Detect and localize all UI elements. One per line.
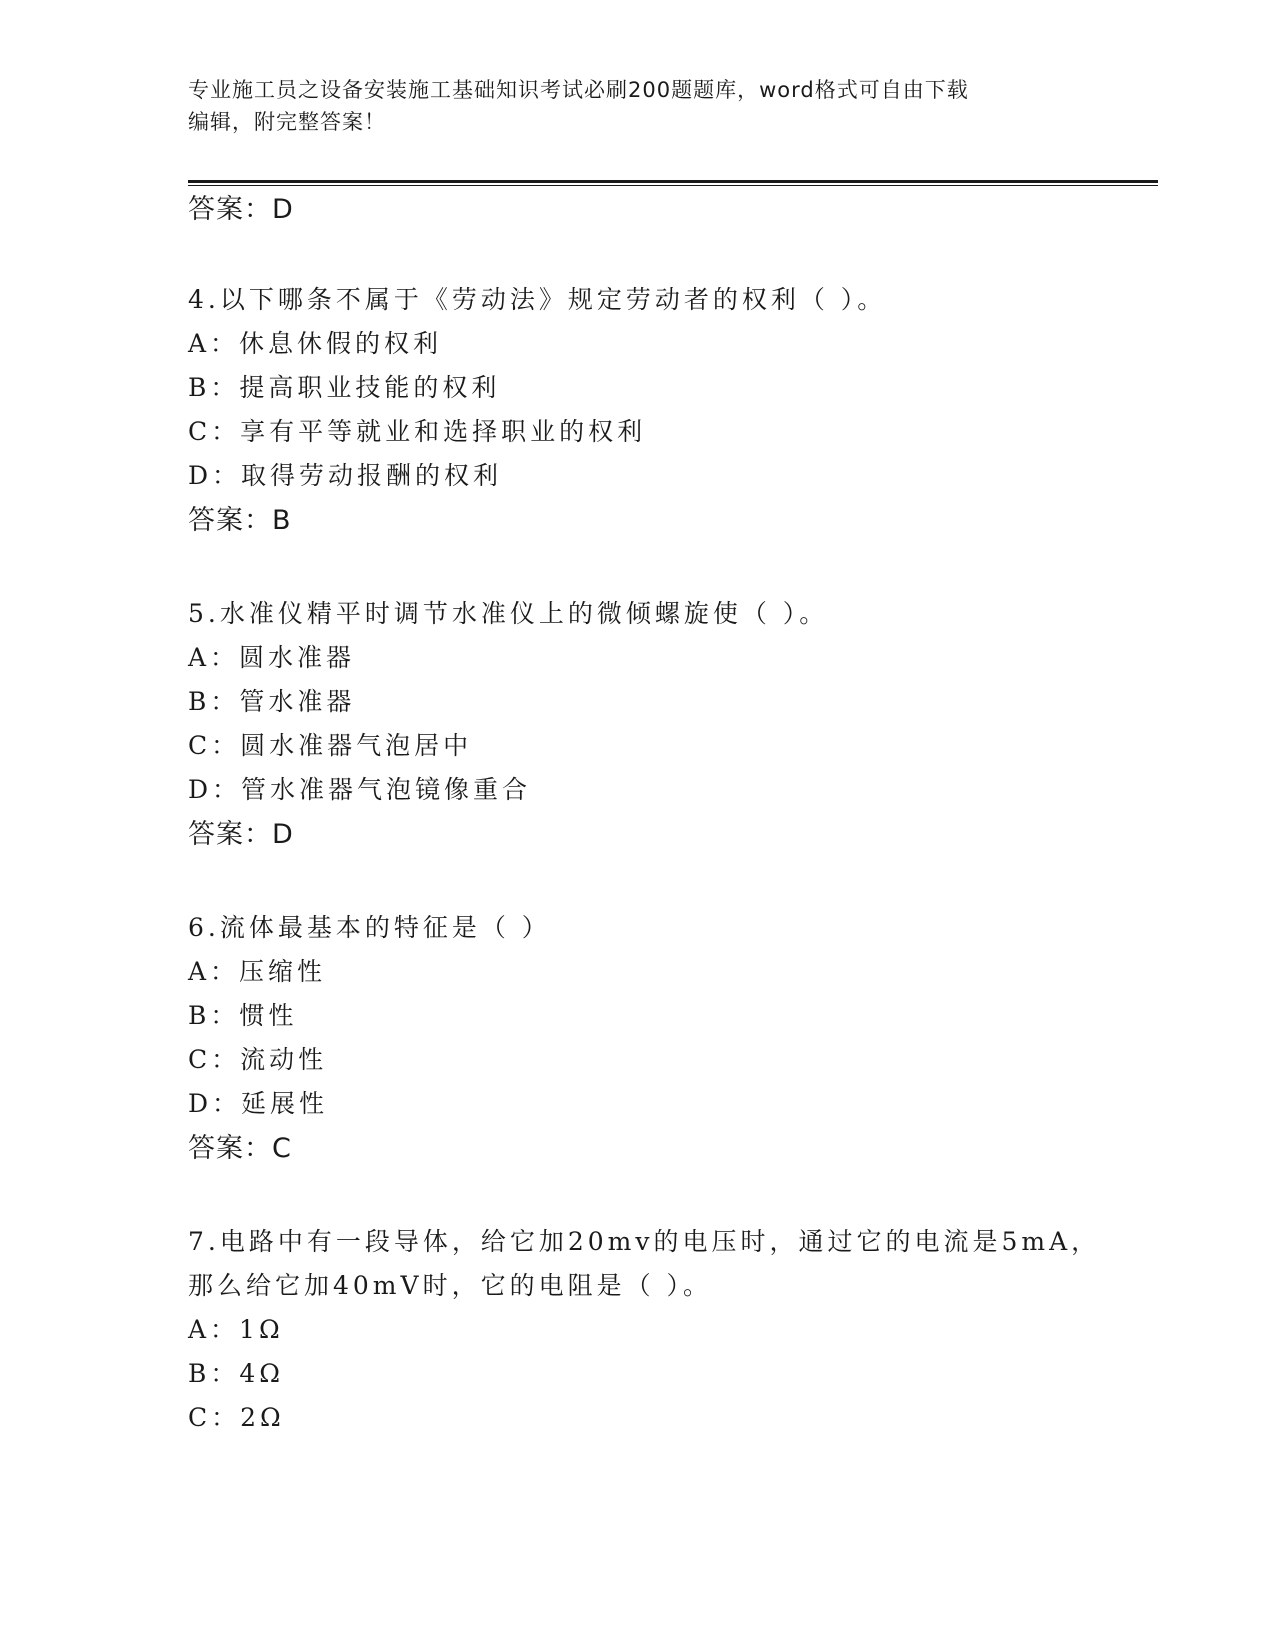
question-6-option-c: C：流动性 (188, 1045, 328, 1074)
question-7-option-a: A：1Ω (188, 1315, 284, 1344)
question-4-stem: 4.以下哪条不属于《劳动法》规定劳动者的权利（ ）。 (188, 285, 887, 314)
header-line-2: 编辑，附完整答案！ (188, 110, 386, 134)
question-7-stem-line-2: 那么给它加40mV时，它的电阻是（ ）。 (188, 1271, 713, 1300)
question-4-option-d: D：取得劳动报酬的权利 (188, 461, 503, 490)
question-7-stem-line-1: 7.电路中有一段导体，给它加20mv的电压时，通过它的电流是5mA， (188, 1227, 1101, 1256)
question-5-option-a: A：圆水准器 (188, 643, 356, 672)
question-5-option-b: B：管水准器 (188, 687, 356, 716)
question-4-answer: 答案：B (188, 505, 292, 536)
question-5-option-c: C：圆水准器气泡居中 (188, 731, 473, 760)
question-6-option-b: B：惯性 (188, 1001, 298, 1030)
question-4-option-a: A：休息休假的权利 (188, 329, 443, 358)
document-header (188, 74, 1088, 138)
question-6-option-a: A：压缩性 (188, 957, 327, 986)
previous-answer: 答案：D (188, 194, 294, 225)
question-6-answer: 答案：C (188, 1133, 292, 1164)
question-6-option-d: D：延展性 (188, 1089, 329, 1118)
question-6-stem: 6.流体最基本的特征是（ ） (188, 913, 551, 942)
question-4-option-c: C：享有平等就业和选择职业的权利 (188, 417, 647, 446)
question-5-answer: 答案：D (188, 819, 294, 850)
question-5-stem: 5.水准仪精平时调节水准仪上的微倾螺旋使（ ）。 (188, 599, 829, 628)
question-4-option-b: B：提高职业技能的权利 (188, 373, 501, 402)
header-line-1: 专业施工员之设备安装施工基础知识考试必刷200题题库，word格式可自由下载 (188, 78, 969, 102)
question-7-option-c: C：2Ω (188, 1403, 285, 1432)
header-divider-thick (188, 180, 1158, 183)
header-divider-thin (188, 185, 1158, 186)
question-7-option-b: B：4Ω (188, 1359, 285, 1388)
question-5-option-d: D：管水准器气泡镜像重合 (188, 775, 532, 804)
